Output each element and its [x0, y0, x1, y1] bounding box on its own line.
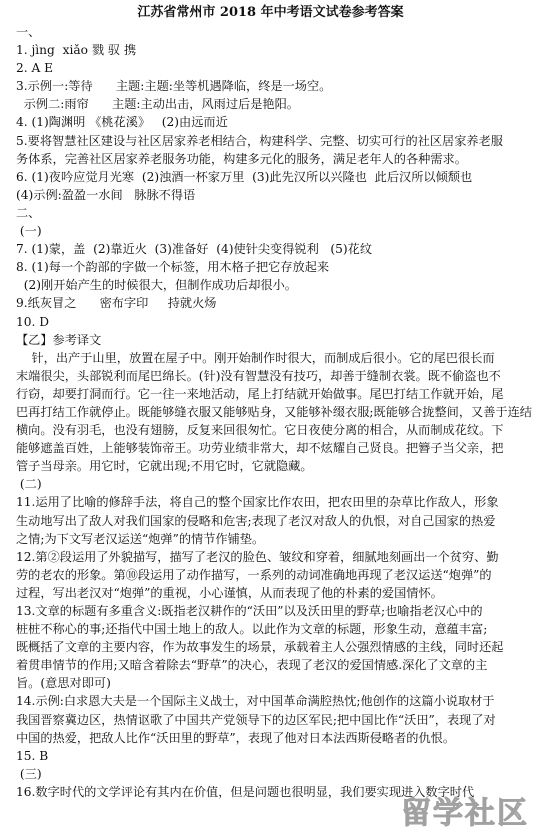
text-line: (三) — [16, 766, 42, 781]
text-line: 末端很尖，头部锐利而尾巴绵长。(针)没有智慧没有技巧，却善于缝制衣裳。既不偷盗也不 — [16, 368, 501, 383]
text-line: (4)示例:盈盈一水间 脉脉不得语 — [16, 187, 196, 202]
text-line: 4. (1)陶渊明 《桃花溪》 (2)由远而近 — [16, 115, 228, 130]
text-line: 3.示例一:等待 主题:主题:坐等机遇降临，终是一场空。 — [16, 79, 332, 94]
text-line: 过程，写出老汉对“炮弹”的重视，小心谨慎，从而表现了他的朴素的爱国情怀。 — [16, 585, 443, 600]
text-line: 行窃，却要打洞而行。它一往一来地活动，尾上打结就开始做事。尾巴打结工作就开始，尾 — [16, 386, 504, 401]
text-line: 14.示例:白求恩大夫是一个国际主义战士，对中国革命满腔热忱;他创作的这篇小说取材于 — [16, 694, 495, 709]
text-line: 管子当母亲。用它时，它就出现;不用它时，它就隐藏。 — [16, 459, 313, 474]
text-line: 10. D — [16, 314, 50, 329]
text-line: 能够遮盖百姓，上能够装饰帝王。功劳业绩非常大，却不炫耀自己贤良。把簪子当父亲，把 — [16, 441, 504, 456]
text-line: 巴再打结工作就停止。既能够缝衣服又能够贴身，又能够补缀衣服;既能够合拢整间，又善于连结 — [16, 404, 532, 419]
text-line: 一、 — [16, 25, 41, 39]
text-line: 劳的老农的形象。第⑩段运用了动作描写，一系列的动词准确地再现了老汉运送“炮弹”的 — [16, 567, 492, 582]
text-line: 16.数字时代的文学评论有其内在价值，但是问题也很明显，我们要实现进入数字时代 — [16, 784, 475, 799]
text-line: 1. jìng xiǎo 戮 驭 携 — [16, 43, 137, 58]
text-line: (2)刚开始产生的时候很大，但制作成功后却很小。 — [16, 278, 297, 293]
text-line: 2. A E — [16, 61, 54, 76]
text-line: 二、 — [16, 205, 41, 220]
text-line: 12.第②段运用了外貌描写，描写了老汉的脸色、皱纹和穿着，细腻地刻画出一个贫穷、勤 — [16, 549, 499, 564]
text-line: 11.运用了比喻的修辞手法，将自己的整个国家比作农田，把农田里的杂草比作敌人，形象 — [16, 495, 499, 510]
text-line: 示例二:雨帘 主题:主动出击，风雨过后是艳阳。 — [16, 97, 299, 112]
text-line: (二) — [16, 477, 42, 492]
watermark-text: 留学社区 — [401, 796, 529, 831]
text-line: 之情;为下文写老汉运送“炮弹”的情节作铺垫。 — [16, 531, 265, 546]
document-title: 江苏省常州市 2018 年中考语文试卷参考答案 — [137, 5, 404, 20]
text-line: 我国晋察冀边区，热情讴歌了中国共产党领导下的边区军民;把中国比作“沃田”，表现了对 — [16, 712, 496, 727]
text-line: 针，出产于山里，放置在屋子中。刚开始制作时很大，而制成后很小。它的尾巴很长而 — [16, 350, 495, 365]
text-line: 【乙】参考译文 — [16, 332, 102, 347]
text-line: 横向。没有羽毛，也没有翅膀，反复来回很匆忙。它日夜使分离的相合，从而制成花纹。下 — [16, 423, 504, 438]
text-line: 旨。(意思对即可) — [16, 676, 111, 691]
text-line: 6. (1)夜吟应觉月光寒 (2)浊酒一杯家万里 (3)此先汉所以兴隆也 此后汉所以倾颓也 — [16, 169, 473, 184]
text-line: 8. (1)每一个韵部的字做一个标签，用木格子把它存放起来 — [16, 260, 330, 275]
text-line: 中国的热爱，把敌人比作“沃田里的野草”，表现了他对日本法西斯侵略者的仇恨。 — [16, 730, 456, 745]
text-line: 务体系，完善社区居家养老服务功能，构建多元化的服务，满足老年人的各种需求。 — [16, 151, 467, 166]
watermark-logo — [399, 796, 529, 832]
text-line: 7. (1)蒙，盖 (2)靠近火 (3)准备好 (4)使针尖变得锐利 (5)花纹 — [16, 242, 373, 257]
text-line: 既概括了文章的主要内容，作为故事发生的场景，承载着主人公强烈情感的主线，同时还起 — [16, 640, 504, 655]
text-line: 9.纸灰冒之 密布字印 持就火炀 — [16, 296, 217, 311]
text-line: 桩桩不称心的事;还指代中国土地上的敌人。以此作为文章的标题，形象生动，意蕴丰富; — [16, 622, 488, 637]
text-line: (一) — [16, 224, 42, 239]
answer-body — [16, 23, 532, 801]
text-line: 15. B — [16, 748, 49, 763]
text-line: 着贯串情节的作用;又暗含着除去“野草”的决心，表现了老汉的爱国情感.深化了文章的主 — [16, 658, 488, 673]
text-line: 13.文章的标题有多重含义:既指老汉耕作的“沃田”以及沃田里的野草;也喻指老汉心中的 — [16, 604, 483, 618]
text-line: 5.要将智慧社区建设与社区居家养老相结合，构建科学、完整、切实可行的社区居家养老服 — [16, 133, 503, 148]
text-line: 生动地写出了敌人对我们国家的侵略和危害;表现了老汉对敌人的仇恨，对自己国家的热爱 — [16, 513, 496, 528]
